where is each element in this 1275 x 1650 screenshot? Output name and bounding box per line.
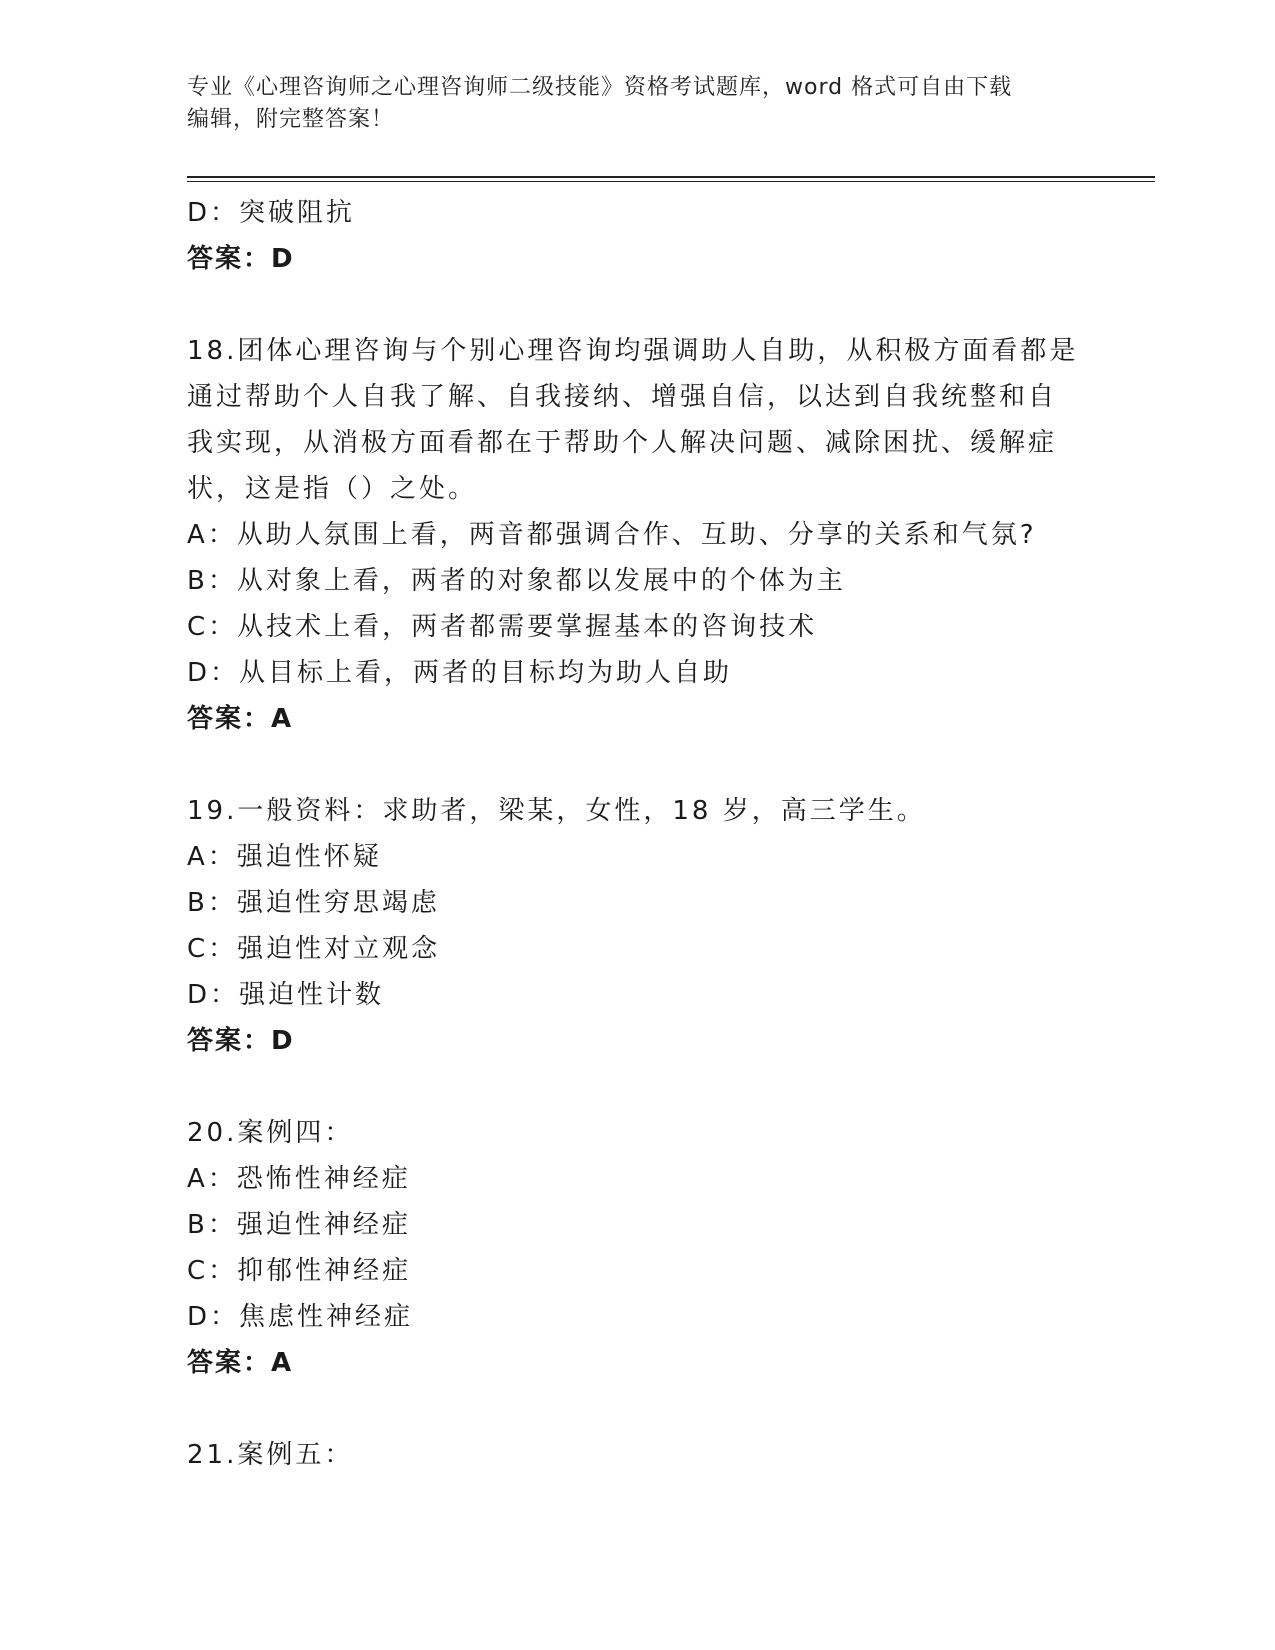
page-header <box>187 72 1087 136</box>
question-content <box>187 190 1087 1478</box>
q18-stem-line-2: 通过帮助个人自我了解、自我接纳、增强自信，以达到自我统整和自 <box>187 382 1058 412</box>
q17-option-d: D：突破阻抗 <box>187 198 356 228</box>
header-line-2: 编辑，附完整答案！ <box>187 107 395 132</box>
q19-option-c: C：强迫性对立观念 <box>187 934 441 964</box>
q18-stem-line-3: 我实现，从消极方面看都在于帮助个人解决问题、减除困扰、缓解症 <box>187 428 1058 458</box>
spacer <box>187 1386 1087 1432</box>
q20-answer: 答案：A <box>187 1348 294 1378</box>
q18-stem-line-4: 状，这是指（）之处。 <box>187 474 478 504</box>
q17-answer: 答案：D <box>187 244 295 274</box>
q19-option-a: A：强迫性怀疑 <box>187 842 382 872</box>
spacer <box>187 282 1087 328</box>
q18-block <box>187 328 1087 742</box>
q20-option-a: A：恐怖性神经症 <box>187 1164 411 1194</box>
spacer <box>187 742 1087 788</box>
q18-stem-line-1: 18.团体心理咨询与个别心理咨询均强调助人自助，从积极方面看都是 <box>187 336 1079 366</box>
q19-option-d: D：强迫性计数 <box>187 980 385 1010</box>
q19-stem: 19.一般资料：求助者，梁某，女性，18 岁，高三学生。 <box>187 796 926 826</box>
q18-option-b: B：从对象上看，两者的对象都以发展中的个体为主 <box>187 566 846 596</box>
q21-stem: 21.案例五： <box>187 1440 354 1470</box>
q21-block <box>187 1432 1087 1478</box>
q19-option-b: B：强迫性穷思竭虑 <box>187 888 440 918</box>
q20-option-c: C：抑郁性神经症 <box>187 1256 412 1286</box>
q19-answer: 答案：D <box>187 1026 295 1056</box>
q20-option-d: D：焦虑性神经症 <box>187 1302 414 1332</box>
header-rule-thin <box>187 181 1155 182</box>
q18-option-a: A：从助人氛围上看，两音都强调合作、互助、分享的关系和气氛? <box>187 520 1037 550</box>
spacer <box>187 1064 1087 1110</box>
q18-option-c: C：从技术上看，两者都需要掌握基本的咨询技术 <box>187 612 818 642</box>
q18-option-d: D：从目标上看，两者的目标均为助人自助 <box>187 658 733 688</box>
q18-answer: 答案：A <box>187 704 294 734</box>
q20-block <box>187 1110 1087 1386</box>
q19-block <box>187 788 1087 1064</box>
q20-option-b: B：强迫性神经症 <box>187 1210 411 1240</box>
q20-stem: 20.案例四： <box>187 1118 354 1148</box>
header-line-1: 专业《心理咨询师之心理咨询师二级技能》资格考试题库，word 格式可自由下载 <box>187 75 1013 100</box>
header-rule-thick <box>187 176 1155 178</box>
